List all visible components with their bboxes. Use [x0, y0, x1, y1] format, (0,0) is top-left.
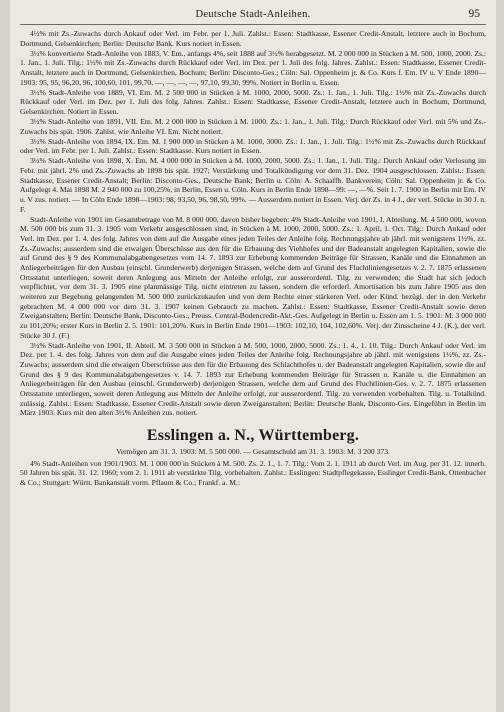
running-title: Deutsche Stadt-Anleihen.	[195, 9, 311, 20]
document-page	[10, 0, 496, 712]
paragraph: Stadt-Anleihe von 1901 im Gesamtbetrage von M. 8 000 000, davon bisher begeben: 4% Stadt-Anleihe von 1901, I. Abteilung. M. 4 500 000, wovon M. 500 000 bis zum 31. 3. 1905 vom Verkehr ausgeschlossen sind, in Stücken à M. 1000, 2000, 5000. Zs.: 1. April, 1. Oct. Tilg.: Durch Ankauf oder Verl. im Dez. per 1. 4. des folg. Jahres von dem auf die Ausgabe eines jeden Teiles der Anleihe folg. Rechnungsjahre ab jährl. mit wenigstens 1½%, zz. Zs.-Zuwachs; ausserdem sind die etwaigen Überschüsse aus den für die Erbauung des Viehhofes und der Badeanstalt angelegten Kapitalien, sowie die auf Grund des § 9 des Kommunalabgabengesetzes vom 14. 7. 1893 zur Erhebung kommenden Beiträge für Strassen, Kanäle und die Einnahmen an Anliegerbeiträgen für den Ausbau (einschl. Grunderwerb) derjenigen Strassen, welche dem auf Grund des Fluchtliniengesetzes v. 2. 7. 1875 erlassenen Ortsstatut unterliegen, soweit deren Anlegung aus Mitteln der Anleihe erfolgt, zur ausserordentl. Tilg. zu verwenden; die Stadt hat sich jedoch verpflichtet, vor dem 31. 3. 1905 eine planmässige Tilg. nicht eintreten zu lassen, sondern die erforderl. Amortisation bis zum Jahre 1905 aus den weiteren zur Begebung gelangenden M. 500 000 zurückzukaufen und von dem Rechte einer stärkeren Verl. oder Künd. bezügl. der in den Verkehr gebrachten M. 4 000 000 vor dem 31. 3. 1907 keinen Gebrauch zu machen. Zahlst.: Essen: Stadtkasse, Essener Credit-Anstalt sowie deren Zweiganstalten; Berlin: Deutsche Bank, Disconto-Ges., Preuss. Central-Bodencredit-Akt.-Ges. Aufgelegt in Berlin u. Essen am 1. 5. 1901: M. 3 000 000 zu 101,20%; erster Kurs in Berlin 2. 5. 1901: 101,20%. Kurs in Berlin Ende 1901—1903: 102,10, 104, 102,60%. Verj. der Zinsscheine 4 J. (K.), der verl. Stücke 30 J. (F.)	[20, 214, 486, 340]
paragraph: 3½% Stadt-Anleihe von 1894, IX. Em. M. 1 900 000 in Stücken à M. 1000, 3000. Zs.: 1. Jan., 1. Juli. Tilg.: 1½% mit Zs.-Zuwachs durch Rückkauf oder Verl. im Febr. per 1. Juli. Zahlst.: Essen: Stadtkasse. Kurs notiert in Essen.	[20, 136, 486, 156]
paragraph: 3½% konvertierte Stadt-Anleihe von 1883, V. Em., anfangs 4%, seit 1888 auf 3½% herabgesetzt. M. 2 000 000 in Stücken à M. 500, 1000, 2000. Zs.: 1. Jan., 1. Juli. Tilg.: 1½% mit Zs.-Zuwachs durch Rückkauf oder Verl. im Dez. per 1. Juli des folg. Jahres. Zahlst.: Essen: Stadtkasse, Essener Credit-Anstalt, letztere auch in Dortmund, Gelsenkirchen, Bochum; Berlin: Disconto-Ges.; Cöln: Sal. Oppenheim jr. & Co. Kurs f. Em. IV u. V Ende 1890—1903: 95, 95, 96,20, 96, 100,60, 101, 99,70, —, —, —, —, 97,10, 99,30, 99%. Notiert in Berlin u. Essen.	[20, 48, 486, 87]
paragraph: 3½% Stadt-Anleihe von 1901, II. Abteil. M. 3 500 000 in Stücken à M. 500, 1000, 2000, 5000. Zs.: 1. 4., 1. 10. Tilg.: Durch Ankauf oder Verl. im Dez. per 1. 4. des folg. Jahres von dem auf die Ausgabe eines jeden Teiles der Anleihe folg. Rechnungsjahre ab jährl. mit wenigstens 1½%, zz. Zs.-Zuwachs; ausserdem sind die etwaigen Überschüsse aus den für die Erbauung des Schlachthofes u. der Badeanstalt angelegten Kapitalien, sowie die auf Grund des § 9 des Kommunalabgabengesetzes v. 14. 7. 1893 zur Erhebung kommenden Beiträge für Strassen u. Kanäle u. die Einnahmen an Anliegerbeiträgen für den Ausbau (einschl. Grunderwerb) derjenigen Strassen, welche dem auf Grund des Fluchtlinien-Ges. v. 2. 7. 1875 erlassenen Ortsstatute unterliegen, soweit deren Anlegung aus Mitteln der Anleihe erfolgt, zur ausserordentl. Tilg. zu verwenden vorbehalten. Tilg. u. Totalkünd. zulässig. Zahlst.: Essen: Stadtkasse, Essener Credit-Anstalt sowie deren Zweiganstalten; Berlin: Deutsche Bank, Disconto-Ges. Eingeführt in Berlin im März 1903. Kurs mit den alten 3½% Anleihen zus. notiert.	[20, 340, 486, 418]
paragraph: 3½% Stadt-Anleihe von 1898, X. Em. M. 4 000 000 in Stücken à M. 1000, 2000, 5000. Zs.: 1. Jan., 1. Juli. Tilg.: Durch Ankauf oder Verlosung im Febr. mit jährl. 2% und Zs.-Zuwachs ab 1898 bis spät. 1927; Verstärkung und Totalkündigung vor dem 31. Dez. 1904 ausgeschlossen. Zahlst.: Essen: Stadtkasse, Essener Credit-Anstalt; Berlin: Disconto-Ges., Deutsche Bank; Berlin u. Cöln: A. Schaaffh. Bankverein; Cöln: Sal. Oppenheim jr. & Co. Aufgelegt 4. Mai 1898 M. 2 940 000 zu 100,25%, in Berlin, Essen u. Cöln. Kurs in Berlin Ende 1898—99: —, —%. Seit 1. 7. 1900 in Berlin mit Em. IV u. V zus. notiert. — In Cöln Ende 1898—1903: 98, 93,50, 96, 98,50, 99%. — Ausserdem notiert in Essen. Verj. der Zs. in 4 J., der verl. Stücke in 30 J. n. F.	[20, 156, 486, 214]
section-subheading: Vermögen am 31. 3. 1903: M. 5 500 000. — Gesamtschuld am 31. 3. 1903: M. 3 200 373.	[116, 446, 390, 456]
section-heading: Esslingen a. N., Württemberg.	[146, 426, 360, 444]
body-text-top	[20, 29, 486, 418]
running-header	[20, 8, 486, 25]
paragraph: 4% Stadt-Anleihen von 1901/1903. M. 1 000 000 in Stücken à M. 500. Zs. 2. 1., 1. 7. Tilg.: Vom 2. 1. 1911 ab durch Verl. im Aug. per 31. 12. innerh. 50 Jahren bis spät. 31. 12. 1960; vom 2. 1. 1911 ab verstärkte Tilg. vorbehalten. Zahlst.: Esslingen: Stadtpflegekasse, Esslinger Credit-Bank, Ottenbacher & Co.; Stuttgart: Württ. Bankanstalt vorm. Pflaum & Co.; Frankf. a. M.:	[20, 458, 486, 487]
body-text-bottom	[20, 459, 486, 488]
paragraph: 4½% mit Zs.-Zuwachs durch Ankauf oder Verl. im Febr. per 1. Juli. Zahlst.: Essen: Stadtkasse, Essener Credit-Anstalt, letztere auch in Bochum, Dortmund, Gelsenkirchen; Berlin: Deutsche Bank. Kurs notiert in Essen.	[20, 29, 486, 48]
paragraph: 3½% Stadt-Anleihe von 1889, VI. Em. M. 2 500 000 in Stücken à M. 1000, 2000, 5000. Zs.: 1. Jan., 1. Juli. Tilg.: 1½% mit Zs.-Zuwachs durch Rückkauf oder Verl. im Dez. per 1. Juli des folg. Jahres. Zahlst.: Essen: Stadtkasse, Essener Credit-Anstalt, letztere auch in Bochum, Dortmund, Gelsenkirchen. Notiert in Essen.	[20, 87, 486, 117]
page-number: 95	[468, 8, 480, 20]
paragraph: 3½% Stadt-Anleihe von 1891, VII. Em. M. 2 000 000 in Stücken à M. 1000. Zs.: 1. Jan., 1. Juli. Tilg.: Durch Rückkauf oder Verl. mit 5% und Zs.-Zuwachs bis spät. 1906. Zahlst. wie Anleihe VI. Em. Nicht notiert.	[20, 117, 486, 136]
